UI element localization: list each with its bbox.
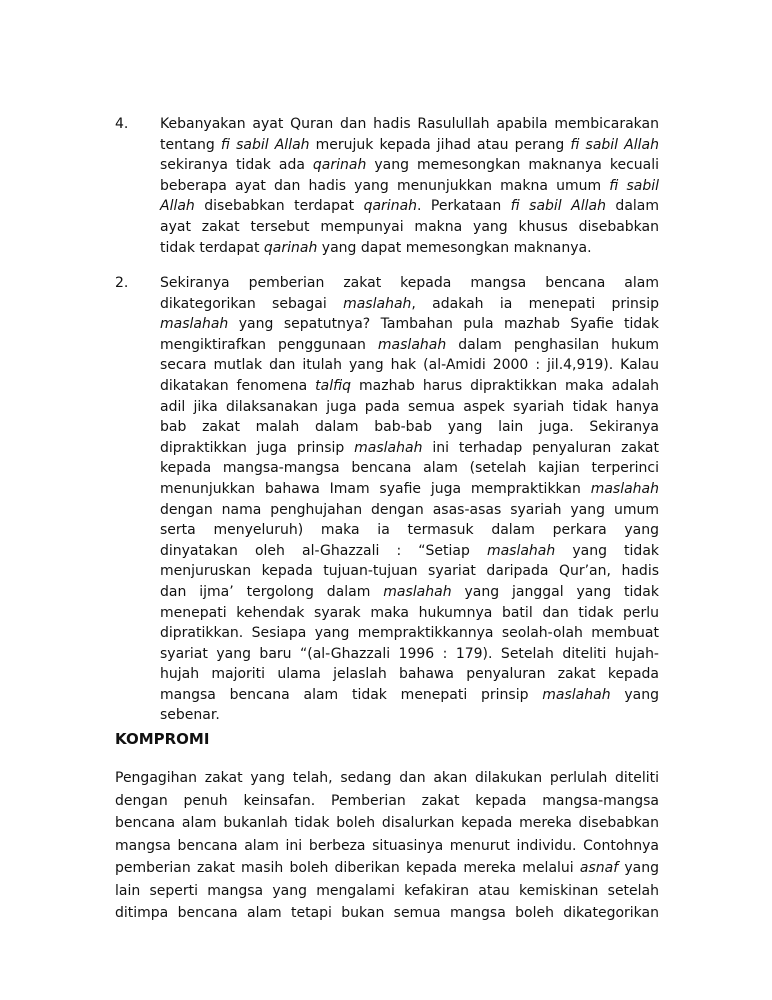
text-line: tidak terdapat qarinah yang dapat memesongkan maknanya.	[160, 239, 592, 256]
text-line: adil jika dilaksanakan juga pada semua aspek syariah tidak hanya	[160, 398, 659, 415]
text-line: Pengagihan zakat yang telah, sedang dan akan dilakukan perlulah diteliti	[115, 770, 659, 786]
text-line: kepada mangsa-mangsa bencana alam (setelah kajian terperinci	[160, 460, 659, 477]
text-line: menjuruskan kepada tujuan-tujuan syariat daripada Qur’an, hadis	[160, 563, 659, 580]
text-line: dipraktikkan juga prinsip maslahah ini terhadap penyaluran zakat	[160, 439, 659, 456]
text-line: dikategorikan sebagai maslahah, adakah ia menepati prinsip	[160, 295, 660, 312]
list-item-text	[160, 114, 659, 258]
list-number: 4.	[115, 116, 129, 132]
text-line: serta menyeluruh) maka ia termasuk dalam perkara yang	[160, 522, 659, 539]
text-line: mangsa bencana alam ini berbeza situasinya menurut individu. Contohnya	[115, 837, 659, 854]
text-line: Sekiranya pemberian zakat kepada mangsa bencana alam	[160, 275, 659, 291]
text-line: bencana alam bukanlah tidak boleh disalurkan kepada mereka disebabkan	[115, 815, 659, 831]
text-line: ayat zakat tersebut mempunyai makna yang khusus disebabkan	[160, 218, 659, 235]
text-line: maslahah yang sepatutnya? Tambahan pula mazhab Syafie tidak	[160, 316, 659, 333]
text-line: sebenar.	[160, 707, 220, 724]
body-paragraph	[115, 767, 659, 925]
text-line: syariat yang baru “(al-Ghazzali 1996 : 179). Setelah diteliti hujah-	[160, 645, 659, 662]
text-line: sekiranya tidak ada qarinah yang memesongkan maknanya kecuali	[160, 157, 659, 174]
text-line: lain seperti mangsa yang mengalami kefakiran atau kemiskinan setelah	[115, 882, 659, 899]
text-line: secara mutlak dan itulah yang hak (al-Amidi 2000 : jil.4,919). Kalau	[160, 357, 659, 374]
text-line: hujah majoriti ulama jelaslah bahawa penyaluran zakat kepada	[160, 666, 659, 683]
text-line: menunjukkan bahawa Imam syafie juga mempraktikkan maslahah	[160, 480, 659, 497]
text-line: mangsa bencana alam tidak menepati prinsip maslahah yang	[160, 686, 659, 703]
text-line: mengiktirafkan penggunaan maslahah dalam penghasilan hukum	[160, 336, 660, 353]
text-line: tentang fi sabil Allah merujuk kepada jihad atau perang fi sabil Allah	[160, 136, 659, 153]
text-line: dinyatakan oleh al-Ghazzali : “Setiap maslahah yang tidak	[160, 542, 660, 559]
text-line: dengan nama penghujahan dengan asas-asas syariah yang umum	[160, 501, 659, 518]
text-line: pemberian zakat masih boleh diberikan kepada mereka melalui asnaf yang	[115, 860, 660, 876]
list-number: 2.	[115, 275, 129, 291]
text-line: menepati kehendak syarak maka hukumnya batil dan tidak perlu	[160, 604, 659, 621]
text-line: bab zakat malah dalam bab-bab yang lain juga. Sekiranya	[160, 419, 659, 436]
text-line: dikatakan fenomena talfiq mazhab harus dipraktikkan maka adalah	[160, 377, 659, 394]
text-line: dipratikkan. Sesiapa yang mempraktikkannya seolah-olah membuat	[160, 625, 659, 642]
text-line: Allah disebabkan terdapat qarinah. Perkataan fi sabil Allah dalam	[160, 198, 659, 215]
section-heading: KOMPROMI	[115, 730, 210, 748]
text-line: ditimpa bencana alam tetapi bukan semua mangsa boleh dikategorikan	[115, 905, 659, 921]
text-line: beberapa ayat dan hadis yang menunjukkan makna umum fi sabil	[160, 177, 659, 194]
text-line: Kebanyakan ayat Quran dan hadis Rasulullah apabila membicarakan	[160, 116, 659, 132]
text-line: dan ijma’ tergolong dalam maslahah yang janggal yang tidak	[160, 583, 659, 600]
list-item-text	[160, 273, 659, 726]
text-line: dengan penuh keinsafan. Pemberian zakat kepada mangsa-mangsa	[115, 792, 659, 809]
